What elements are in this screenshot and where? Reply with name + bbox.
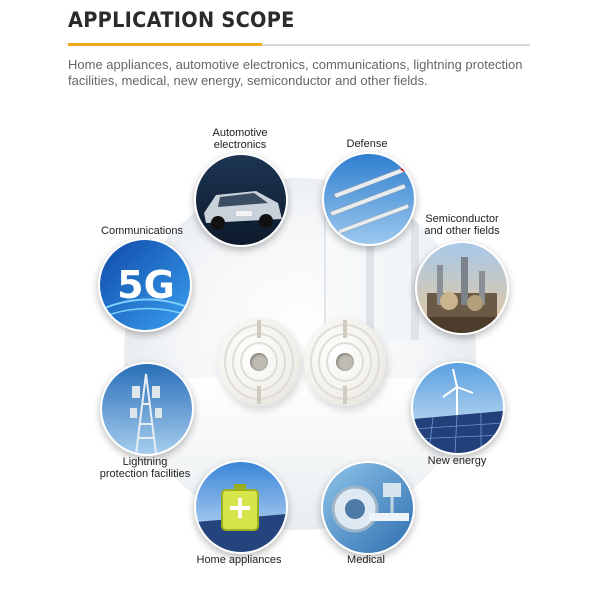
app-label-defense: Defense bbox=[346, 138, 388, 150]
5g-icon bbox=[98, 238, 192, 332]
description-text: Home appliances, automotive electronics, communications, lightning protection facilities, medical, new energy, semiconductor and other fields. bbox=[68, 57, 523, 88]
medical-scanner-icon bbox=[321, 461, 415, 555]
factory-icon bbox=[415, 241, 509, 335]
app-label-medical: Medical bbox=[347, 554, 385, 566]
app-label-lightning-protection: Lightning protection facilities bbox=[99, 456, 191, 480]
tower-icon bbox=[100, 362, 194, 456]
app-label-automotive: Automotive electronics bbox=[212, 127, 268, 151]
app-label-home-appliances: Home appliances bbox=[196, 554, 282, 566]
svg-text:5G: 5G bbox=[117, 263, 175, 307]
wind-solar-icon bbox=[411, 361, 505, 455]
ceramic-disc-right bbox=[304, 318, 386, 406]
app-label-new-energy: New energy bbox=[427, 455, 487, 467]
app-label-semiconductor: Semiconductor and other fields bbox=[424, 213, 500, 237]
battery-energy-icon bbox=[194, 460, 288, 554]
page-title: APPLICATION SCOPE bbox=[68, 8, 295, 32]
title-accent-bar bbox=[68, 43, 262, 46]
app-label-communications: Communications bbox=[101, 225, 183, 237]
ceramic-disc-left bbox=[218, 318, 300, 406]
